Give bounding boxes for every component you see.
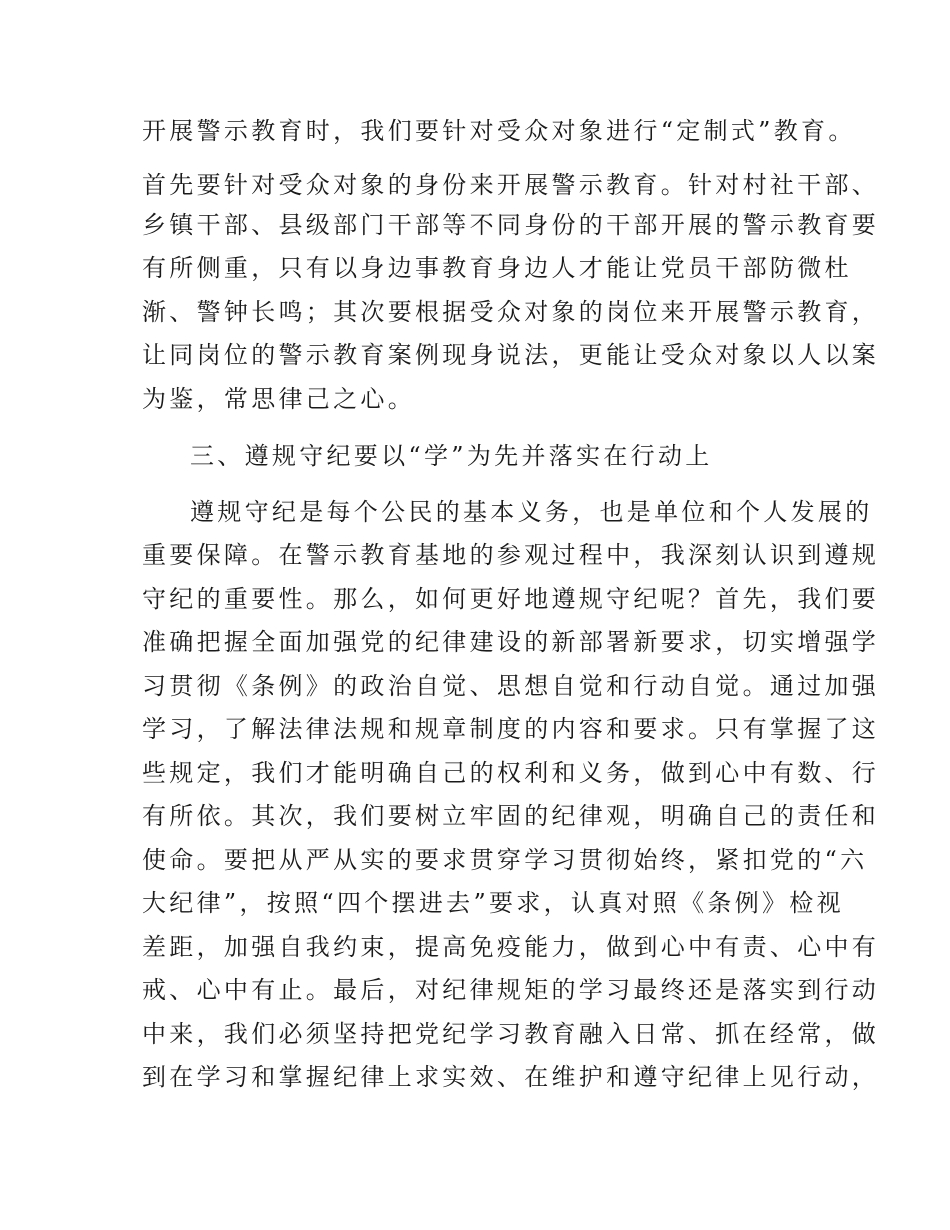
section-heading: 三、遵规守纪要以“学”为先并落实在行动上	[190, 442, 713, 470]
paragraph-line: 学习，了解法律法规和规章制度的内容和要求。只有掌握了这	[142, 715, 880, 743]
paragraph-line: 首先要针对受众对象的身份来开展警示教育。针对村社干部、	[142, 171, 880, 199]
paragraph-line: 戒、心中有止。最后，对纪律规矩的学习最终还是落实到行动	[142, 976, 880, 1004]
paragraph-line: 差距，加强自我约束，提高免疫能力，做到心中有责、心中有	[142, 933, 880, 961]
paragraph-line: 守纪的重要性。那么，如何更好地遵规守纪呢？首先，我们要	[142, 585, 880, 613]
paragraph-line: 中来，我们必须坚持把党纪学习教育融入日常、抓在经常，做	[142, 1020, 880, 1048]
paragraph-line: 有所侧重，只有以身边事教育身边人才能让党员干部防微杜	[142, 254, 852, 282]
paragraph-line: 让同岗位的警示教育案例现身说法，更能让受众对象以人以案	[142, 341, 880, 369]
paragraph-line: 为鉴，常思律己之心。	[142, 385, 415, 413]
paragraph-line: 到在学习和掌握纪律上求实效、在维护和遵守纪律上见行动，	[142, 1063, 880, 1091]
paragraph-line: 些规定，我们才能明确自己的权利和义务，做到心中有数、行	[142, 759, 880, 787]
paragraph-line: 重要保障。在警示教育基地的参观过程中，我深刻认识到遵规	[142, 541, 880, 569]
paragraph-line: 大纪律”，按照“四个摆进去”要求，认真对照《条例》检视	[142, 889, 844, 917]
paragraph-line: 乡镇干部、县级部门干部等不同身份的干部开展的警示教育要	[142, 211, 880, 239]
paragraph-line: 习贯彻《条例》的政治自觉、思想自觉和行动自觉。通过加强	[142, 672, 880, 700]
paragraph-line: 渐、警钟长鸣；其次要根据受众对象的岗位来开展警示教育，	[142, 298, 880, 326]
paragraph-line: 有所依。其次，我们要树立牢固的纪律观，明确自己的责任和	[142, 802, 880, 830]
paragraph-line: 使命。要把从严从实的要求贯穿学习贯彻始终，紧扣党的“六	[142, 846, 868, 874]
paragraph-line: 准确把握全面加强党的纪律建设的新部署新要求，切实增强学	[142, 628, 880, 656]
paragraph-line: 开展警示教育时，我们要针对受众对象进行“定制式”教育。	[142, 117, 856, 145]
paragraph-line: 遵规守纪是每个公民的基本义务，也是单位和个人发展的	[190, 498, 873, 526]
